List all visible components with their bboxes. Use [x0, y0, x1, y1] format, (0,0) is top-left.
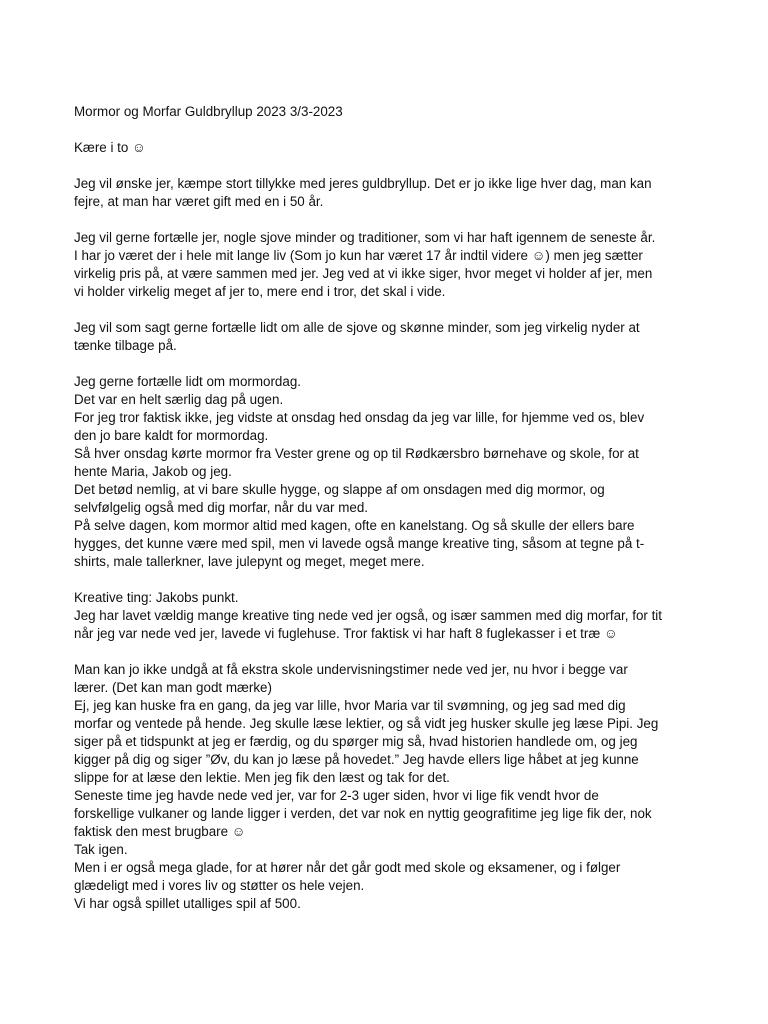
text-line: Så hver onsdag kørte mormor fra Vester grene og op til Rødkærsbro børnehave og skole, for at: [74, 446, 639, 461]
text-line: Kreative ting: Jakobs punkt.: [74, 590, 239, 605]
body-paragraphs: [74, 175, 734, 913]
text-line: vi holder virkelig meget af jer to, mere end i tror, det skal i vide.: [74, 284, 446, 299]
document-title: Mormor og Morfar Guldbryllup 2023 3/3-2023: [74, 104, 343, 119]
text-line: Jeg vil gerne fortælle jer, nogle sjove minder og traditioner, som vi har haft igennem de seneste år.: [74, 230, 656, 245]
body-paragraph: [74, 373, 734, 571]
text-line: Det betød nemlig, at vi bare skulle hygge, og slappe af om onsdagen med dig mormor, og: [74, 482, 605, 497]
text-line: Ej, jeg kan huske fra en gang, da jeg var lille, hvor Maria var til svømning, og jeg sad med dig: [74, 698, 626, 713]
greeting: Kære i to ☺: [74, 140, 146, 155]
text-line: På selve dagen, kom mormor altid med kagen, ofte en kanelstang. Og så skulle der ellers bare: [74, 518, 635, 533]
body-paragraph: [74, 229, 734, 301]
text-line: For jeg tror faktisk ikke, jeg vidste at onsdag hed onsdag da jeg var lille, for hjemme ved os, blev: [74, 410, 645, 425]
text-line: glædeligt med i vores liv og støtter os hele vejen.: [74, 878, 365, 893]
text-line: virkelig pris på, at være sammen med jer. Jeg ved at vi ikke siger, hvor meget vi holder af jer, men: [74, 266, 653, 281]
text-line: morfar og ventede på hende. Jeg skulle læse lektier, og så vidt jeg husker skulle jeg læse Pipi. Jeg: [74, 716, 659, 731]
text-line: Men i er også mega glade, for at hører når det går godt med skole og eksamener, og i følger: [74, 860, 621, 875]
text-line: shirts, male tallerkner, lave julepynt og meget, meget mere.: [74, 554, 425, 569]
text-line: Jeg gerne fortælle lidt om mormordag.: [74, 374, 301, 389]
text-line: den jo bare kaldt for mormordag.: [74, 428, 269, 443]
document-page: [74, 103, 734, 931]
body-paragraph: [74, 319, 734, 355]
body-paragraph: [74, 589, 734, 643]
text-line: hente Maria, Jakob og jeg.: [74, 464, 232, 479]
text-line: Man kan jo ikke undgå at få ekstra skole undervisningstimer nede ved jer, nu hvor i begge var: [74, 662, 628, 677]
text-line: lærer. (Det kan man godt mærke): [74, 680, 272, 695]
text-line: forskellige vulkaner og lande ligger i verden, det var nok en nyttig geografitime jeg lige fik der, nok: [74, 806, 652, 821]
text-line: Jeg vil ønske jer, kæmpe stort tillykke med jeres guldbryllup. Det er jo ikke lige hver dag, man kan: [74, 176, 652, 191]
text-line: slippe for at læse den lektie. Men jeg fik den læst og tak for det.: [74, 770, 450, 785]
text-line: selvfølgelig også med dig morfar, når du var med.: [74, 500, 368, 515]
text-line: I har jo været der i hele mit lange liv (Som jo kun har været 17 år indtil videre ☺) men jeg sætter: [74, 248, 643, 263]
text-line: tænke tilbage på.: [74, 338, 177, 353]
body-paragraph: [74, 661, 734, 913]
text-line: Vi har også spillet utalliges spil af 500.: [74, 896, 301, 911]
text-line: Seneste time jeg havde nede ved jer, var for 2-3 uger siden, hvor vi lige fik vendt hvor de: [74, 788, 599, 803]
text-line: siger på et tidspunkt at jeg er færdig, og du spørger mig så, hvad historien handlede om, og jeg: [74, 734, 638, 749]
text-line: Det var en helt særlig dag på ugen.: [74, 392, 284, 407]
text-line: når jeg var nede ved jer, lavede vi fuglehuse. Tror faktisk vi har haft 8 fuglekasser i et træ ☺: [74, 626, 618, 641]
body-paragraph: [74, 175, 734, 211]
text-line: Jeg vil som sagt gerne fortælle lidt om alle de sjove og skønne minder, som jeg virkelig nyder at: [74, 320, 640, 335]
text-line: faktisk den mest brugbare ☺: [74, 824, 246, 839]
text-line: hygges, det kunne være med spil, men vi lavede også mange kreative ting, såsom at tegne på t-: [74, 536, 645, 551]
text-line: kigger på dig og siger ”Øv, du kan jo læse på hovedet.” Jeg havde ellers lige håbet at jeg kunne: [74, 752, 639, 767]
text-line: Tak igen.: [74, 842, 128, 857]
text-line: fejre, at man har været gift med en i 50 år.: [74, 194, 324, 209]
text-line: Jeg har lavet vældig mange kreative ting nede ved jer også, og især sammen med dig morfar, for tit: [74, 608, 662, 623]
